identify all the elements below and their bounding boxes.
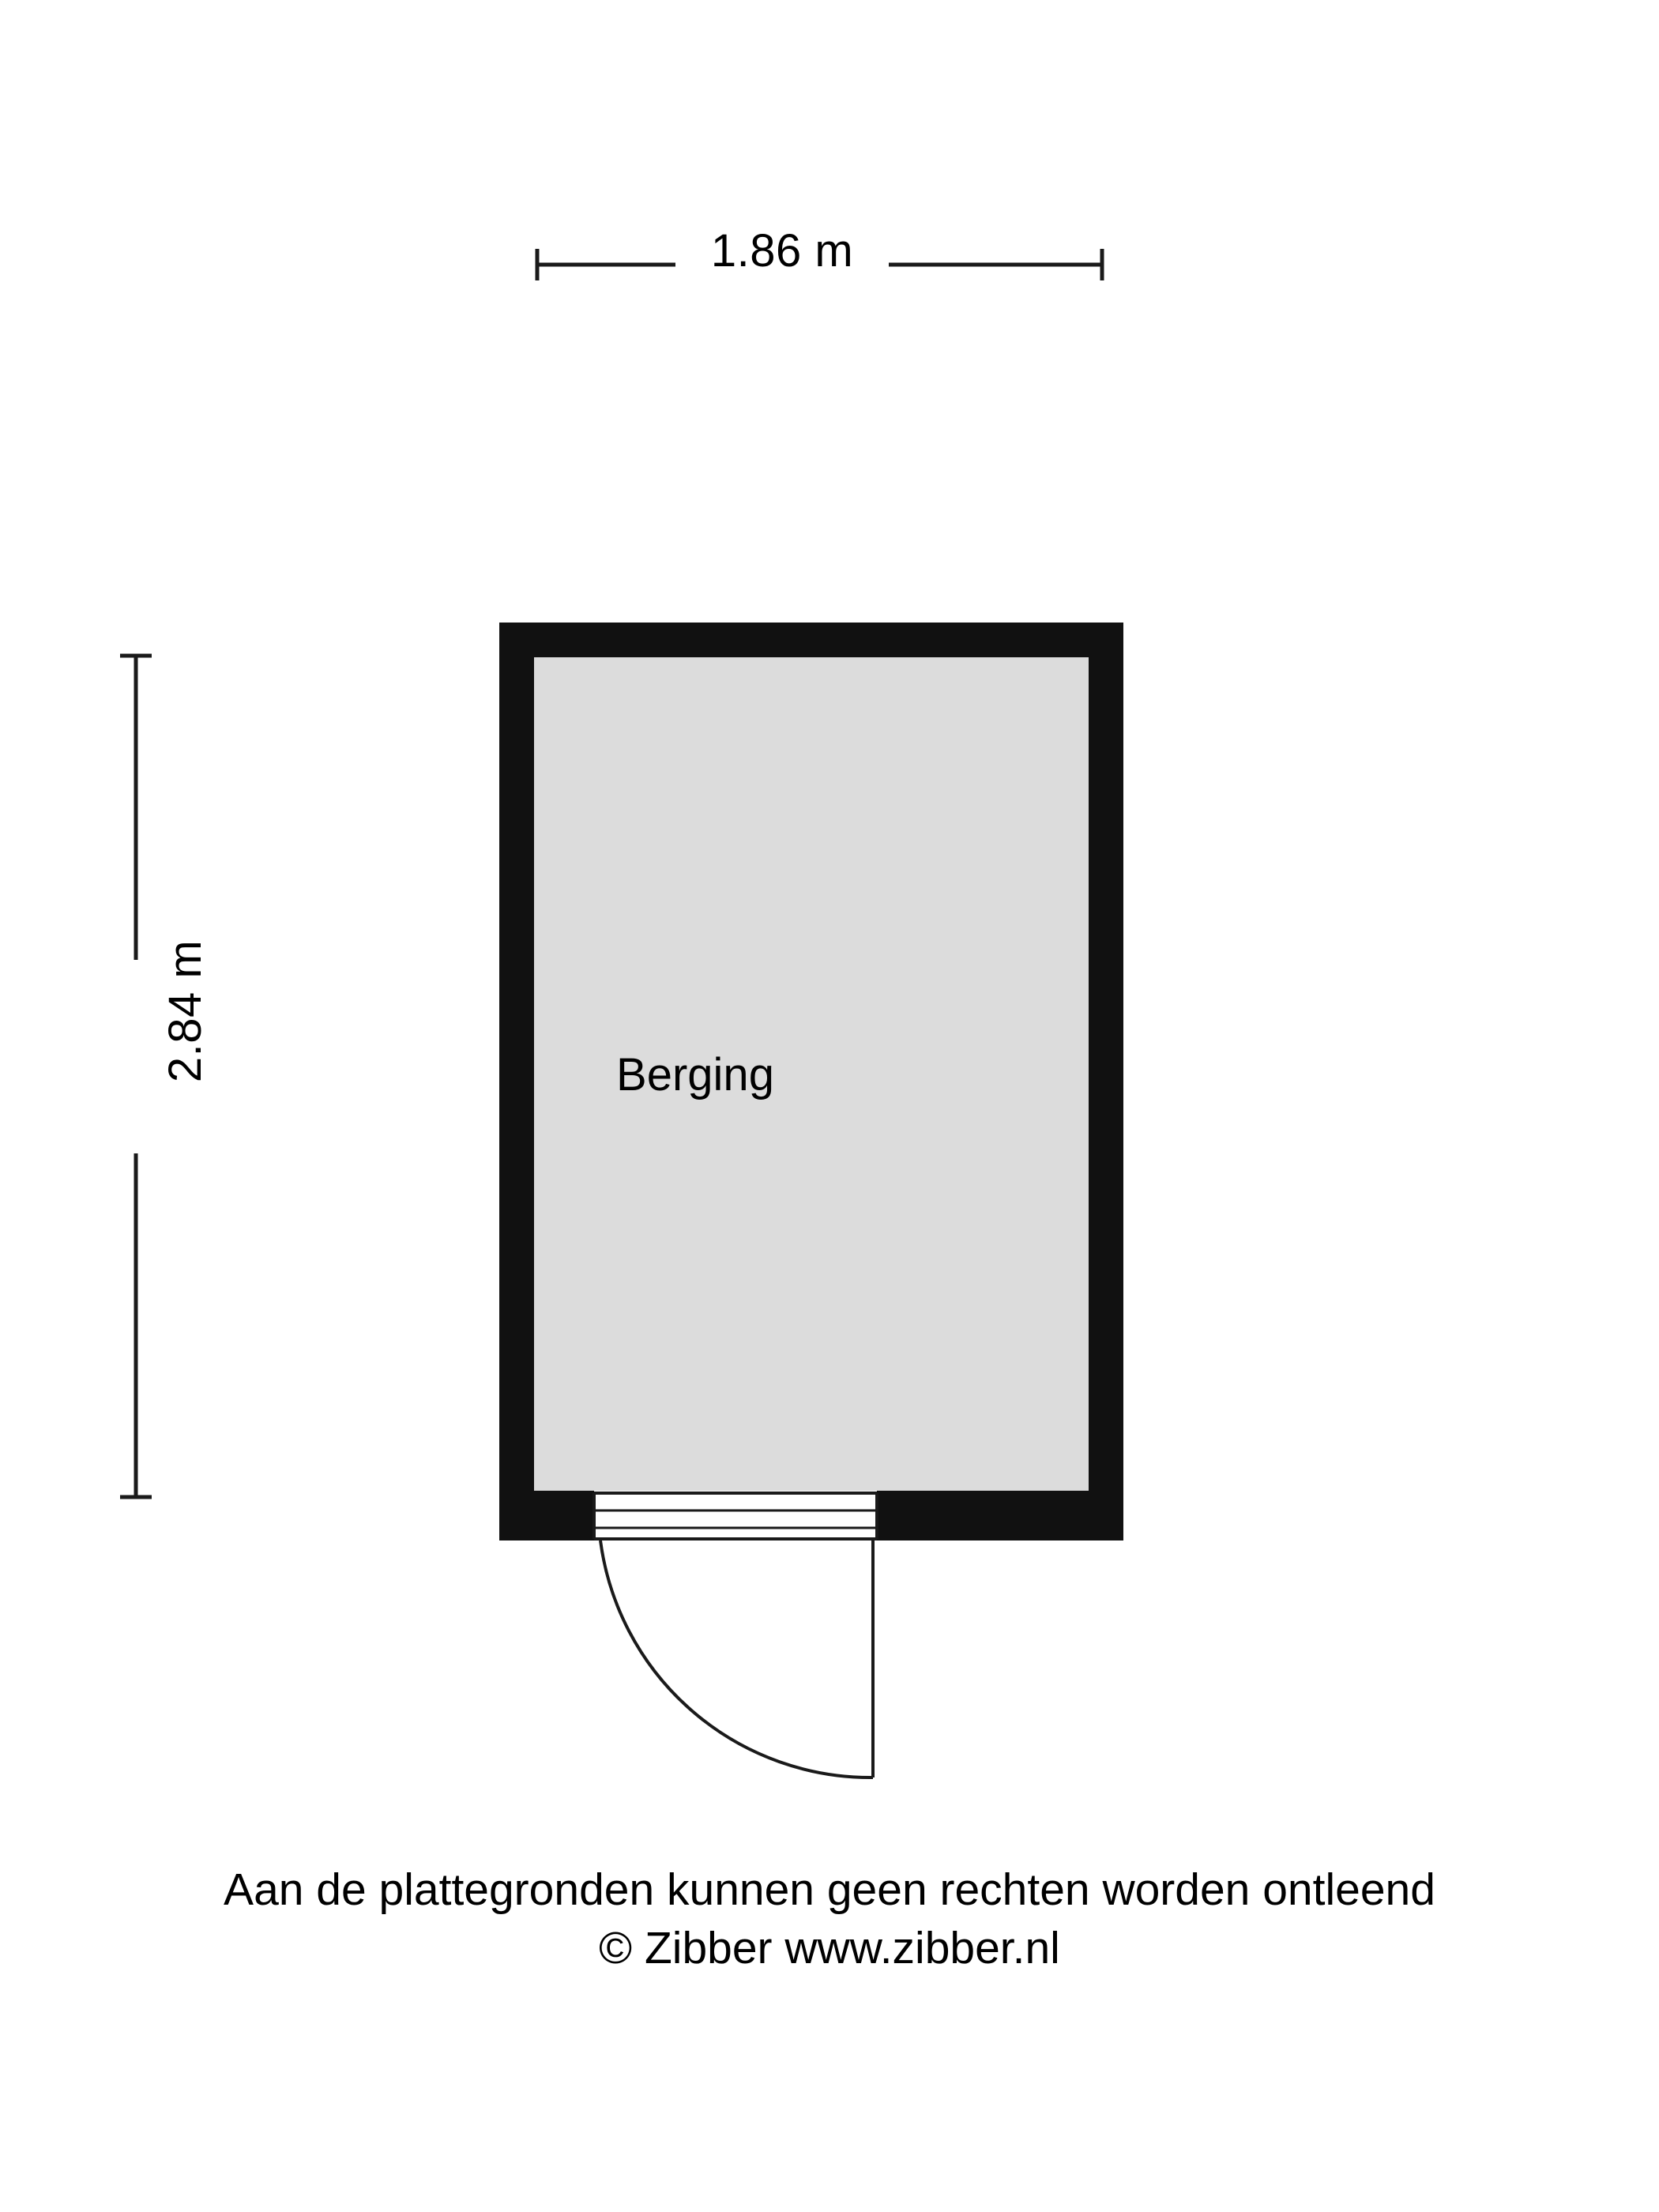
dimension-line-height bbox=[120, 656, 152, 1497]
footer-copyright: © Zibber www.zibber.nl bbox=[599, 1923, 1060, 1973]
width-dimension-label: 1.86 m bbox=[710, 225, 854, 276]
height-dimension-label: 2.84 m bbox=[160, 939, 211, 1083]
door-swing bbox=[600, 1540, 873, 1778]
door-opening bbox=[594, 1491, 877, 1540]
footer-disclaimer: Aan de plattegronden kunnen geen rechten worden ontleend bbox=[224, 1864, 1435, 1915]
room-name-label: Berging bbox=[616, 1049, 774, 1100]
footer bbox=[0, 1860, 1659, 1977]
